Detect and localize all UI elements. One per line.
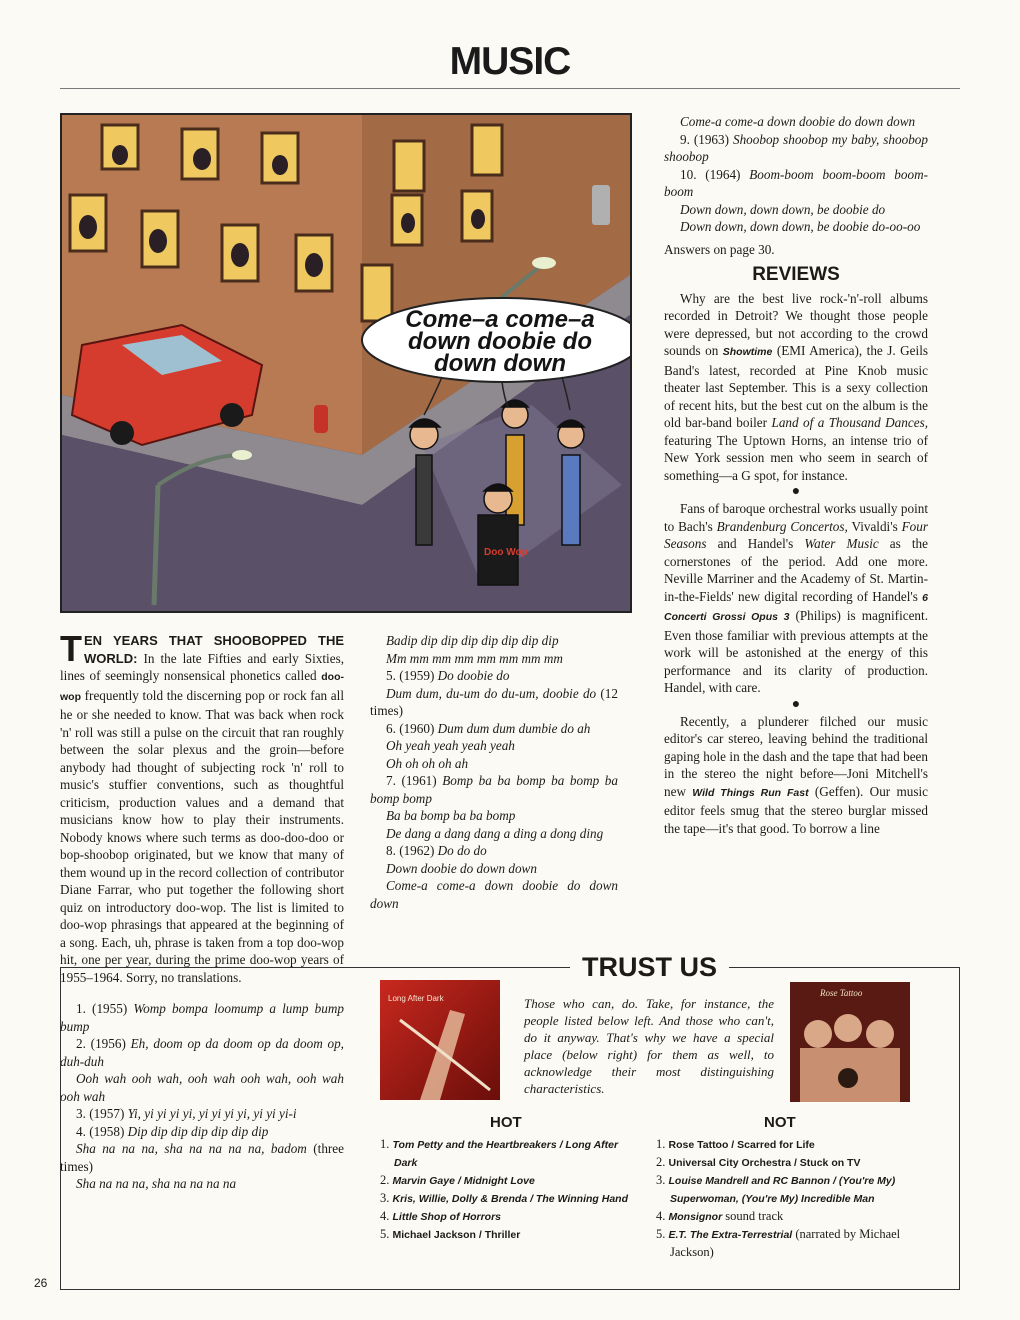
quiz-item-1: 1. (1955) Womp bompa loomump a lump bump bump	[60, 1001, 344, 1034]
intro-paragraph	[60, 628, 344, 986]
hot-list	[380, 1136, 640, 1244]
quiz-item-4-cont-3: Badip dip dip dip dip dip dip dip	[386, 633, 559, 648]
not-item: 3. Louise Mandrell and RC Bannon / (You're My) Superwoman, (You're My) Incredible Man	[656, 1173, 896, 1205]
not-item: 1. Rose Tattoo / Scarred for Life	[656, 1137, 815, 1151]
quiz-item-2-cont: Ooh wah ooh wah, ooh wah ooh wah, ooh wah ooh wah	[60, 1071, 344, 1104]
hot-item: 4. Little Shop of Horrors	[380, 1209, 501, 1223]
quiz-item-5-cont: Dum dum, du-um do du-um, doobie do (12 times)	[370, 685, 618, 718]
album-cover-left	[380, 980, 500, 1100]
quiz-item-7-cont-2: De dang a dang dang a ding a dong ding	[386, 825, 604, 841]
review-2: Fans of baroque orchestral works usually point to Bach's Brandenburg Concertos, Vivaldi's Four Seasons and Handel's Water Music as the cornerstones of the period. Add one more. Neville Marriner and the Academy of St. Martin-in-the-Fields' new digital recording of Handel's 6 Concerti Grossi Opus 3 (Philips) is magnificent. Even those familiar with previous attempts at the work will be astonished at the energy of this performance and its clarity of production. Handel, with care.	[664, 501, 928, 695]
quiz-item-7-cont: Ba ba bomp ba ba bomp	[386, 808, 516, 823]
drop-cap: T	[60, 628, 82, 669]
hot-item: 3. Kris, Willie, Dolly & Brenda / The Winning Hand	[380, 1191, 628, 1205]
quiz-item-10: 10. (1964) Boom-boom boom-boom boom-boom	[664, 166, 928, 199]
quiz-item-10-cont-2: Down down, down down, be doobie do-oo-oo	[680, 219, 921, 234]
review-separator: ●	[791, 484, 801, 499]
intro-text-1: In the late Fifties and early Sixties, lines of seemingly nonsensical phonetics called	[60, 650, 344, 683]
answers-note: Answers on page 30.	[664, 241, 775, 257]
quiz-item-4-cont-2: Sha na na na, sha na na na na	[76, 1176, 237, 1191]
review-1: Why are the best live rock-'n'-roll albums recorded in Detroit? We thought those people were depressed, but not according to the crowd sounds on Showtime (EMI America), the J. Geils Band's latest, recorded at Pine Knob music theater last September. This is a sexy collection of recent hits, but the best cut on the album is the old bar-band boiler Land of a Thousand Dances, featuring The Uptown Horns, an intense trio of New York session men who seem in search of something—a G spot, for instance.	[664, 290, 929, 483]
quiz-item-4-cont-4: Mm mm mm mm mm mm mm mm	[386, 650, 563, 666]
right-album-text: Rose Tattoo	[820, 988, 863, 998]
quiz-item-4: 4. (1958) Dip dip dip dip dip dip dip	[76, 1123, 269, 1139]
quiz-item-5: 5. (1959) Do doobie do	[386, 668, 510, 683]
not-list	[656, 1136, 914, 1261]
quiz-item-6-cont: Oh yeah yeah yeah yeah	[386, 738, 515, 753]
hot-item: 5. Michael Jackson / Thriller	[380, 1227, 521, 1241]
quiz-item-4-cont: Sha na na na, sha na na na na, badom (three times)	[60, 1141, 345, 1174]
quiz-item-8-cont-2: Come-a come-a down doobie do down down	[370, 878, 618, 911]
album-cover-right	[790, 982, 910, 1102]
header-rule	[60, 88, 960, 89]
quiz-item-8: 8. (1962) Do do do	[386, 843, 487, 858]
street-illustration	[60, 113, 632, 613]
quiz-item-6: 6. (1960) Dum dum dum dumbie do ah	[386, 720, 591, 736]
quiz-column	[370, 632, 618, 912]
not-label: NOT	[764, 1114, 796, 1131]
page-number: 26	[34, 1276, 48, 1290]
quiz-item-8-cont-3: Come-a come-a down doobie do down down	[680, 114, 916, 129]
quiz-item-7: 7. (1961) Bomp ba ba bomp ba bomp ba bomp bomp	[370, 773, 618, 806]
quiz-item-8-cont: Down doobie do down down	[386, 860, 537, 876]
quiz-item-2: 2. (1956) Eh, doom op da doom op da doom op, duh-duh	[60, 1036, 344, 1069]
quiz-item-3: 3. (1957) Yi, yi yi yi yi, yi yi yi yi, yi yi yi-i	[76, 1106, 297, 1121]
quiz-item-9: 9. (1963) Shoobop shoobop my baby, shoobop shoobop	[664, 131, 928, 164]
hot-item: 1. Tom Petty and the Heartbreakers / Long After Dark	[380, 1137, 619, 1169]
not-item: 5. E.T. The Extra-Terrestrial (narrated by Michael Jackson)	[656, 1227, 901, 1259]
left-album-text: Long After Dark	[388, 994, 444, 1003]
hot-item: 2. Marvin Gaye / Midnight Love	[380, 1173, 535, 1187]
not-item: 2. Universal City Orchestra / Stuck on TV	[656, 1155, 861, 1169]
review-separator: ●	[791, 696, 801, 712]
right-column	[664, 113, 928, 837]
not-item: 4. Monsignor sound track	[656, 1209, 784, 1223]
speech-bubble-text: Come–a come–a down doobie do down down	[405, 306, 595, 377]
band-photo	[790, 982, 910, 1102]
trust-blurb: Those who can, do. Take, for instance, the people listed below left. And those who can't, do it anyway. That's why we have a special place (below right) for them as well, to acknowledge their most distinguishing characteristics.	[524, 996, 774, 1096]
hot-label: HOT	[490, 1114, 522, 1131]
section-title: MUSIC	[449, 40, 571, 83]
doowop-term: doo-wop	[60, 671, 344, 703]
reviews-heading: REVIEWS	[752, 264, 840, 285]
review-3: Recently, a plunderer filched our music editor's car stereo, leaving behind the traditional gaping hole in the dash and the tape that had been in the stereo the night before—Joni Mitchell's new Wild Things Run Fast (Geffen). Our music editor feels smug that the stereo burglar missed the tape—it's that good. To borrow a line	[664, 713, 928, 836]
trust-us-title: TRUST US	[570, 952, 729, 983]
intro-text-2: frequently told the discerning pop or rock fan all he or she needed to know. That was back when rock 'n' roll was still a pulse on the circuit that ran roughly between the solar plexus and the groin—before anybody had thought of subjecting rock 'n' roll to music's stuffier conventions, such as thoughtful criticism, production values and a demand that musicians know how to play their instruments. Nobody knows where such terms as doo-doo-doo or bop-shoobop originated, but we know that many of them wound up in the record collection of contributor Diane Farrar, who put together the following short quiz on introductory doo-wop. The list is limited to doo-wop phrasings that appeared at the beginning of a song. Each, uh, phrase is taken from a top doo-wop hit, one per year, during the prime doo-wop years of 1955–1964. Sorry, no translations.	[60, 687, 344, 985]
jacket-text: Doo Wop	[484, 547, 528, 558]
quiz-item-10-cont: Down down, down down, be doobie do	[680, 201, 886, 217]
quiz-item-6-cont-2: Oh oh oh oh ah	[386, 755, 469, 771]
intro-lead: EN YEARS THAT SHOOBOPPED THE WORLD:	[84, 633, 344, 666]
